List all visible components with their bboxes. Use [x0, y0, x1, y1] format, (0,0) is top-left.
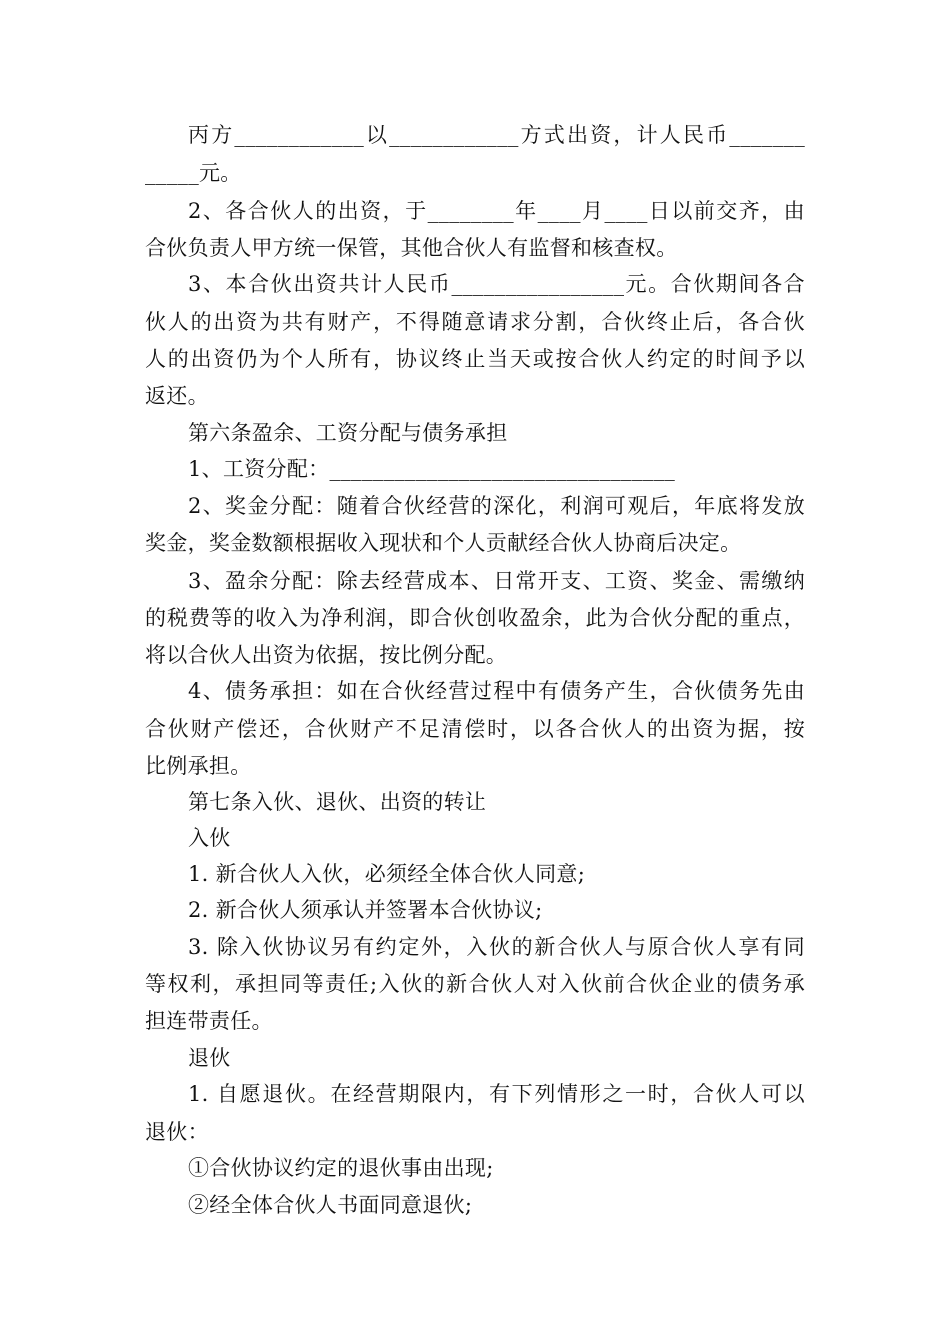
section-heading: 第六条盈余、工资分配与债务承担 [188, 421, 508, 445]
paragraph-line: _____元。 [145, 161, 242, 185]
list-item: 1. 自愿退伙。在经营期限内，有下列情形之一时，合伙人可以 [188, 1082, 805, 1106]
paragraph-line: 3、本合伙出资共计人民币________________元。合伙期间各合 [188, 272, 805, 296]
section-heading: 第七条入伙、退伙、出资的转让 [188, 790, 487, 814]
paragraph-line: 1、工资分配：________________________________ [188, 457, 676, 481]
list-item: 2. 新合伙人须承认并签署本合伙协议; [188, 898, 543, 922]
list-item: ②经全体合伙人书面同意退伙; [188, 1193, 473, 1217]
subheading: 退伙 [188, 1046, 231, 1070]
paragraph-line: 2、各合伙人的出资，于________年____月____日以前交齐，由 [188, 199, 805, 223]
paragraph-line: 返还。 [145, 384, 209, 408]
paragraph-line: 将以合伙人出资为依据，按比例分配。 [145, 643, 508, 667]
paragraph-line: 等权利，承担同等责任;入伙的新合伙人对入伙前合伙企业的债务承 [145, 972, 805, 996]
paragraph-line: 担连带责任。 [145, 1009, 273, 1033]
list-item: 3. 除入伙协议另有约定外，入伙的新合伙人与原合伙人享有同 [188, 935, 805, 959]
subheading: 入伙 [188, 826, 231, 850]
paragraph-line: 4、债务承担：如在合伙经营过程中有债务产生，合伙债务先由 [188, 679, 805, 703]
list-item: 1. 新合伙人入伙，必须经全体合伙人同意; [188, 862, 586, 886]
list-item: ①合伙协议约定的退伙事由出现; [188, 1156, 494, 1180]
paragraph-line: 人的出资仍为个人所有，协议终止当天或按合伙人约定的时间予以 [145, 347, 805, 371]
paragraph-line: 退伙： [145, 1120, 209, 1144]
paragraph-line: 奖金，奖金数额根据收入现状和个人贡献经合伙人协商后决定。 [145, 531, 742, 555]
paragraph-line: 的税费等的收入为净利润，即合伙创收盈余，此为合伙分配的重点， [145, 606, 805, 630]
paragraph-line: 合伙负责人甲方统一保管，其他合伙人有监督和核查权。 [145, 236, 678, 260]
paragraph-line: 合伙财产偿还，合伙财产不足清偿时，以各合伙人的出资为据，按 [145, 717, 805, 741]
paragraph-line: 比例承担。 [145, 754, 252, 778]
paragraph-line: 丙方____________以____________方式出资，计人民币_______ [188, 123, 805, 147]
paragraph-line: 伙人的出资为共有财产，不得随意请求分割，合伙终止后，各合伙 [145, 310, 805, 334]
paragraph-line: 2、奖金分配：随着合伙经营的深化，利润可观后，年底将发放 [188, 494, 805, 518]
paragraph-line: 3、盈余分配：除去经营成本、日常开支、工资、奖金、需缴纳 [188, 569, 805, 593]
